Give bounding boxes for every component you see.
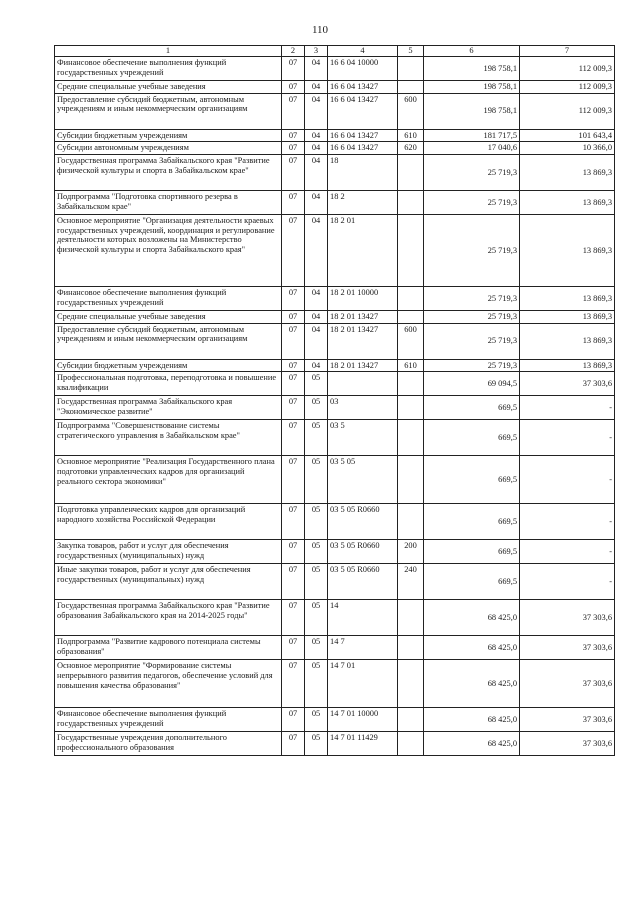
row-amount-col6-cell: 25 719,3: [424, 310, 520, 323]
row-amount-col7-cell: 13 869,3: [520, 310, 615, 323]
row-amount-col7-cell: 13 869,3: [520, 359, 615, 372]
row-expense-type-cell: [398, 57, 424, 81]
row-section-cell: 07: [282, 396, 305, 420]
row-target-article-cell: 18: [328, 154, 398, 190]
row-amount-col6-cell: 68 425,0: [424, 708, 520, 732]
row-amount-col6-cell: 198 758,1: [424, 57, 520, 81]
row-amount-col6-cell: 25 719,3: [424, 286, 520, 310]
row-amount-col7-cell: 13 869,3: [520, 154, 615, 190]
row-subsection-cell: 05: [305, 636, 328, 660]
row-amount-col7-cell: 112 009,3: [520, 93, 615, 129]
table-row: [55, 81, 615, 94]
row-expense-type-cell: [398, 708, 424, 732]
row-amount-col6-cell: 198 758,1: [424, 81, 520, 94]
row-amount-col7-cell: -: [520, 396, 615, 420]
row-target-article-cell: 16 6 04 13427: [328, 142, 398, 155]
table-row: [55, 636, 615, 660]
row-subsection-cell: 04: [305, 81, 328, 94]
budget-table: [54, 45, 615, 756]
row-name-cell: Субсидии автономным учреждениям: [55, 142, 282, 155]
row-expense-type-cell: [398, 660, 424, 708]
row-expense-type-cell: [398, 636, 424, 660]
row-name-cell: Предоставление субсидий бюджетным, автономным учреждениям и иным некоммерческим организациям: [55, 93, 282, 129]
row-amount-col7-cell: -: [520, 456, 615, 504]
row-target-article-cell: 16 6 04 13427: [328, 93, 398, 129]
row-section-cell: 07: [282, 129, 305, 142]
row-subsection-cell: 04: [305, 129, 328, 142]
row-section-cell: 07: [282, 323, 305, 359]
row-expense-type-cell: 620: [398, 142, 424, 155]
header-col-2: 2: [282, 46, 305, 57]
row-section-cell: 07: [282, 600, 305, 636]
row-expense-type-cell: [398, 732, 424, 756]
row-name-cell: Подпрограмма "Развитие кадрового потенциала системы образования": [55, 636, 282, 660]
row-section-cell: 07: [282, 154, 305, 190]
row-subsection-cell: 04: [305, 323, 328, 359]
page-number: 110: [311, 24, 329, 36]
row-expense-type-cell: [398, 420, 424, 456]
row-subsection-cell: 04: [305, 142, 328, 155]
row-expense-type-cell: [398, 190, 424, 214]
table-row: [55, 708, 615, 732]
row-amount-col7-cell: 112 009,3: [520, 57, 615, 81]
row-amount-col6-cell: 25 719,3: [424, 323, 520, 359]
table-row: [55, 286, 615, 310]
row-section-cell: 07: [282, 660, 305, 708]
row-amount-col7-cell: -: [520, 564, 615, 600]
row-name-cell: Субсидии бюджетным учреждениям: [55, 129, 282, 142]
row-name-cell: Иные закупки товаров, работ и услуг для обеспечения государственных (муниципальных) нужд: [55, 564, 282, 600]
table-row: [55, 154, 615, 190]
row-name-cell: Закупка товаров, работ и услуг для обеспечения государственных (муниципальных) нужд: [55, 540, 282, 564]
row-section-cell: 07: [282, 190, 305, 214]
row-subsection-cell: 04: [305, 154, 328, 190]
row-amount-col6-cell: 669,5: [424, 420, 520, 456]
row-subsection-cell: 04: [305, 286, 328, 310]
row-section-cell: 07: [282, 310, 305, 323]
table-row: [55, 456, 615, 504]
row-subsection-cell: 04: [305, 359, 328, 372]
row-name-cell: Основное мероприятие "Организация деятельности краевых государственных учреждений, координация и регулирование деятельности которых возложены на Министерство физической культуры и спорта Забайкальского края": [55, 214, 282, 286]
row-expense-type-cell: 610: [398, 359, 424, 372]
row-section-cell: 07: [282, 286, 305, 310]
row-name-cell: Государственные учреждения дополнительного профессионального образования: [55, 732, 282, 756]
row-subsection-cell: 05: [305, 504, 328, 540]
row-expense-type-cell: 240: [398, 564, 424, 600]
row-amount-col6-cell: 181 717,5: [424, 129, 520, 142]
row-subsection-cell: 05: [305, 456, 328, 504]
row-target-article-cell: 18 2 01: [328, 214, 398, 286]
row-subsection-cell: 04: [305, 310, 328, 323]
row-amount-col7-cell: 37 303,6: [520, 708, 615, 732]
row-target-article-cell: 18 2 01 13427: [328, 310, 398, 323]
row-subsection-cell: 05: [305, 420, 328, 456]
row-section-cell: 07: [282, 420, 305, 456]
table-row: [55, 214, 615, 286]
row-target-article-cell: 03 5: [328, 420, 398, 456]
row-target-article-cell: 16 6 04 10000: [328, 57, 398, 81]
row-expense-type-cell: [398, 214, 424, 286]
row-amount-col6-cell: 25 719,3: [424, 190, 520, 214]
row-name-cell: Подпрограмма "Совершенствование системы стратегического управления в Забайкальском крае": [55, 420, 282, 456]
row-subsection-cell: 04: [305, 57, 328, 81]
table-row: [55, 93, 615, 129]
row-subsection-cell: 05: [305, 372, 328, 396]
row-target-article-cell: 16 6 04 13427: [328, 129, 398, 142]
row-section-cell: 07: [282, 81, 305, 94]
table-row: [55, 660, 615, 708]
row-amount-col6-cell: 17 040,6: [424, 142, 520, 155]
row-target-article-cell: 03 5 05 R0660: [328, 504, 398, 540]
row-target-article-cell: 18 2 01 10000: [328, 286, 398, 310]
row-target-article-cell: 18 2 01 13427: [328, 323, 398, 359]
row-amount-col7-cell: 37 303,6: [520, 372, 615, 396]
row-name-cell: Подпрограмма "Подготовка спортивного резерва в Забайкальском крае": [55, 190, 282, 214]
table-row: [55, 129, 615, 142]
row-amount-col6-cell: 669,5: [424, 504, 520, 540]
row-target-article-cell: 03: [328, 396, 398, 420]
header-col-3: 3: [305, 46, 328, 57]
row-subsection-cell: 05: [305, 732, 328, 756]
row-target-article-cell: 18 2: [328, 190, 398, 214]
row-target-article-cell: 03 5 05: [328, 456, 398, 504]
header-col-4: 4: [328, 46, 398, 57]
row-amount-col7-cell: 13 869,3: [520, 286, 615, 310]
table-row: [55, 732, 615, 756]
row-expense-type-cell: 600: [398, 93, 424, 129]
row-amount-col6-cell: 68 425,0: [424, 600, 520, 636]
row-name-cell: Государственная программа Забайкальского края "Развитие образования Забайкальского края на 2014-2025 годы": [55, 600, 282, 636]
row-section-cell: 07: [282, 93, 305, 129]
table-row: [55, 600, 615, 636]
row-expense-type-cell: [398, 600, 424, 636]
row-amount-col7-cell: 37 303,6: [520, 600, 615, 636]
row-subsection-cell: 05: [305, 660, 328, 708]
row-target-article-cell: [328, 372, 398, 396]
row-section-cell: 07: [282, 57, 305, 81]
row-amount-col6-cell: 669,5: [424, 564, 520, 600]
table-row: [55, 57, 615, 81]
row-subsection-cell: 04: [305, 93, 328, 129]
table-row: [55, 504, 615, 540]
row-amount-col6-cell: 25 719,3: [424, 154, 520, 190]
row-expense-type-cell: [398, 154, 424, 190]
row-subsection-cell: 05: [305, 708, 328, 732]
row-target-article-cell: 16 6 04 13427: [328, 81, 398, 94]
table-row: [55, 190, 615, 214]
row-name-cell: Субсидии бюджетным учреждениям: [55, 359, 282, 372]
table-row: [55, 372, 615, 396]
row-expense-type-cell: 600: [398, 323, 424, 359]
row-amount-col6-cell: 68 425,0: [424, 732, 520, 756]
row-amount-col6-cell: 669,5: [424, 396, 520, 420]
row-target-article-cell: 03 5 05 R0660: [328, 540, 398, 564]
row-name-cell: Государственная программа Забайкальского края "Экономическое развитие": [55, 396, 282, 420]
header-col-1: 1: [55, 46, 282, 57]
row-amount-col6-cell: 198 758,1: [424, 93, 520, 129]
row-amount-col6-cell: 68 425,0: [424, 660, 520, 708]
row-amount-col7-cell: 13 869,3: [520, 214, 615, 286]
row-expense-type-cell: [398, 372, 424, 396]
row-target-article-cell: 14: [328, 600, 398, 636]
table-row: [55, 420, 615, 456]
row-amount-col7-cell: 37 303,6: [520, 660, 615, 708]
row-section-cell: 07: [282, 708, 305, 732]
row-expense-type-cell: [398, 456, 424, 504]
row-amount-col7-cell: 13 869,3: [520, 323, 615, 359]
row-target-article-cell: 14 7 01: [328, 660, 398, 708]
row-section-cell: 07: [282, 504, 305, 540]
table-row: [55, 540, 615, 564]
row-section-cell: 07: [282, 142, 305, 155]
row-amount-col6-cell: 669,5: [424, 540, 520, 564]
row-amount-col7-cell: 101 643,4: [520, 129, 615, 142]
row-expense-type-cell: 200: [398, 540, 424, 564]
row-name-cell: Финансовое обеспечение выполнения функций государственных учреждений: [55, 57, 282, 81]
row-expense-type-cell: [398, 81, 424, 94]
row-expense-type-cell: [398, 396, 424, 420]
row-subsection-cell: 05: [305, 564, 328, 600]
row-amount-col7-cell: 13 869,3: [520, 190, 615, 214]
row-amount-col6-cell: 25 719,3: [424, 359, 520, 372]
header-col-6: 6: [424, 46, 520, 57]
row-subsection-cell: 04: [305, 190, 328, 214]
row-name-cell: Основное мероприятие "Реализация Государственного плана подготовки управленческих кадров для организаций реального сектора экономики": [55, 456, 282, 504]
row-target-article-cell: 14 7: [328, 636, 398, 660]
row-name-cell: Предоставление субсидий бюджетным, автономным учреждениям и иным некоммерческим организациям: [55, 323, 282, 359]
row-expense-type-cell: [398, 504, 424, 540]
row-name-cell: Финансовое обеспечение выполнения функций государственных учреждений: [55, 286, 282, 310]
row-amount-col7-cell: -: [520, 504, 615, 540]
row-section-cell: 07: [282, 564, 305, 600]
row-name-cell: Подготовка управленческих кадров для организаций народного хозяйства Российской Федерации: [55, 504, 282, 540]
table-row: [55, 310, 615, 323]
row-target-article-cell: 14 7 01 11429: [328, 732, 398, 756]
row-section-cell: 07: [282, 540, 305, 564]
table-row: [55, 142, 615, 155]
row-target-article-cell: 14 7 01 10000: [328, 708, 398, 732]
row-amount-col6-cell: 669,5: [424, 456, 520, 504]
row-name-cell: Средние специальные учебные заведения: [55, 310, 282, 323]
row-amount-col7-cell: 112 009,3: [520, 81, 615, 94]
row-expense-type-cell: [398, 310, 424, 323]
row-name-cell: Государственная программа Забайкальского края "Развитие физической культуры и спорта в Забайкальском крае": [55, 154, 282, 190]
row-target-article-cell: 18 2 01 13427: [328, 359, 398, 372]
header-col-7: 7: [520, 46, 615, 57]
row-name-cell: Финансовое обеспечение выполнения функций государственных учреждений: [55, 708, 282, 732]
header-row: [55, 46, 615, 57]
row-target-article-cell: 03 5 05 R0660: [328, 564, 398, 600]
row-amount-col7-cell: -: [520, 540, 615, 564]
header-col-5: 5: [398, 46, 424, 57]
row-section-cell: 07: [282, 372, 305, 396]
row-expense-type-cell: [398, 286, 424, 310]
row-name-cell: Средние специальные учебные заведения: [55, 81, 282, 94]
row-subsection-cell: 04: [305, 214, 328, 286]
row-section-cell: 07: [282, 636, 305, 660]
row-amount-col6-cell: 25 719,3: [424, 214, 520, 286]
row-subsection-cell: 05: [305, 600, 328, 636]
table-row: [55, 396, 615, 420]
table-row: [55, 359, 615, 372]
row-subsection-cell: 05: [305, 396, 328, 420]
table-row: [55, 564, 615, 600]
row-section-cell: 07: [282, 456, 305, 504]
row-expense-type-cell: 610: [398, 129, 424, 142]
row-amount-col6-cell: 68 425,0: [424, 636, 520, 660]
row-amount-col6-cell: 69 094,5: [424, 372, 520, 396]
table-row: [55, 323, 615, 359]
row-section-cell: 07: [282, 732, 305, 756]
row-section-cell: 07: [282, 359, 305, 372]
row-amount-col7-cell: -: [520, 420, 615, 456]
row-section-cell: 07: [282, 214, 305, 286]
row-amount-col7-cell: 37 303,6: [520, 636, 615, 660]
row-name-cell: Профессиональная подготовка, переподготовка и повышение квалификации: [55, 372, 282, 396]
row-amount-col7-cell: 10 366,0: [520, 142, 615, 155]
row-name-cell: Основное мероприятие "Формирование системы непрерывного развития педагогов, обеспечение условий для повышения качества образования": [55, 660, 282, 708]
row-amount-col7-cell: 37 303,6: [520, 732, 615, 756]
row-subsection-cell: 05: [305, 540, 328, 564]
